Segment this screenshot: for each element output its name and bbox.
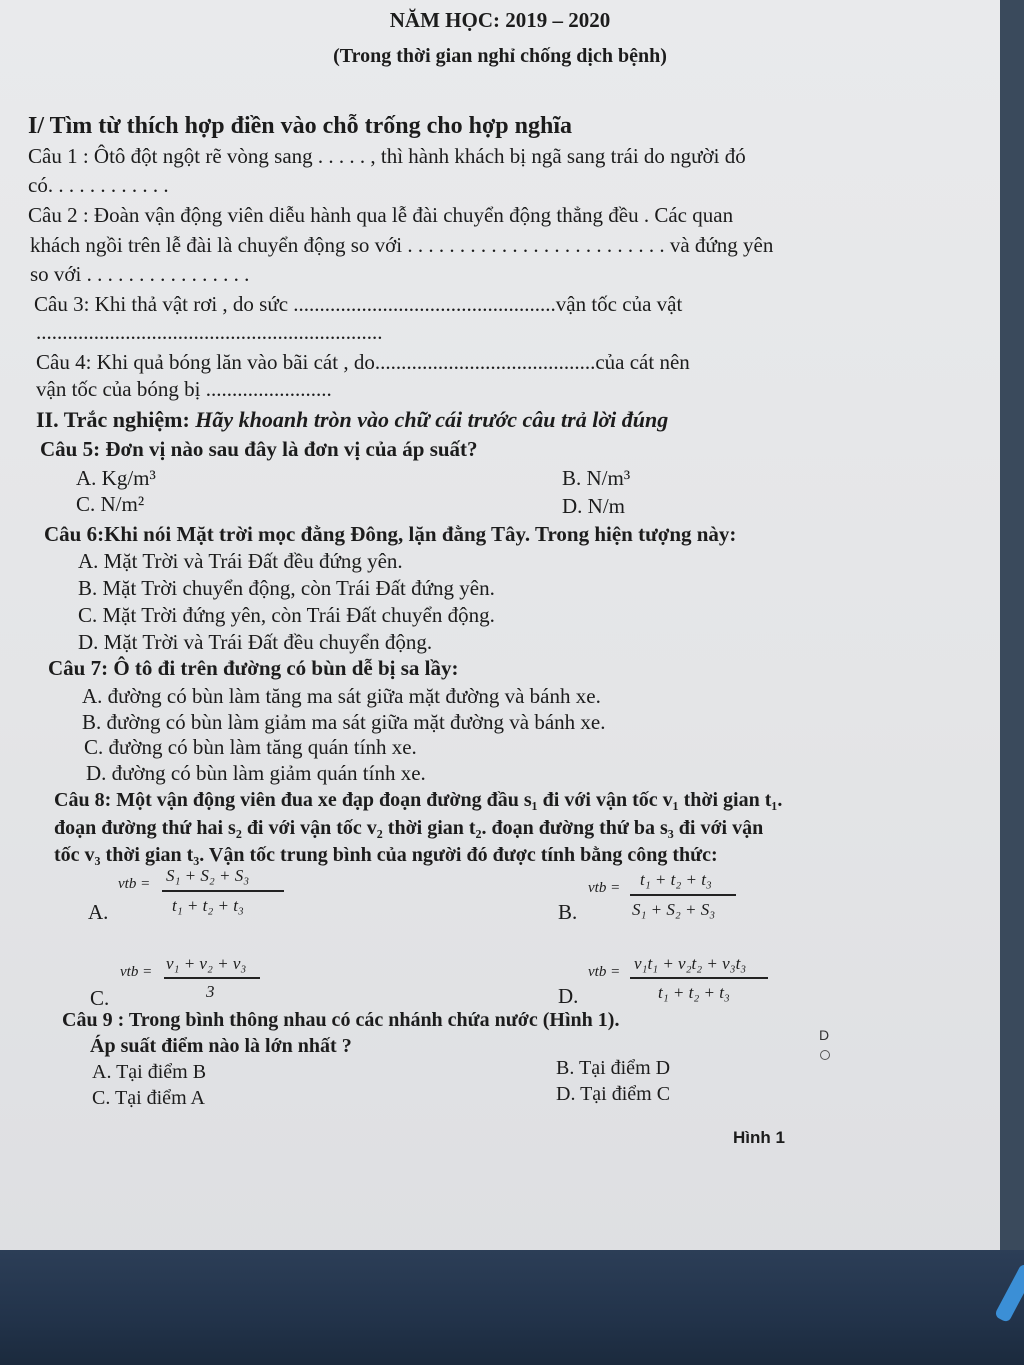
question-2-line-3: so với . . . . . . . . . . . . . . . .: [30, 262, 250, 286]
figure-caption: Hình 1: [733, 1128, 785, 1147]
formula-b-label: B.: [558, 900, 578, 924]
question-6: Câu 6:Khi nói Mặt trời mọc đằng Đông, lặn đằng Tây. Trong hiện tượng này:: [44, 522, 737, 546]
question-7-option-b: B. đường có bùn làm giảm ma sát giữa mặt đường và bánh xe.: [82, 710, 606, 734]
formula-b: [588, 870, 748, 930]
question-1-line-1: Câu 1 : Ôtô đột ngột rẽ vòng sang . . . . . , thì hành khách bị ngã sang trái do người đó: [28, 144, 746, 168]
question-7: Câu 7: Ô tô đi trên đường có bùn dễ bị sa lầy:: [48, 656, 459, 680]
question-9-line-2: Áp suất điểm nào là lớn nhất ?: [90, 1035, 352, 1057]
question-9-option-b: B. Tại điểm D: [556, 1057, 671, 1079]
question-7-option-c: C. đường có bùn làm tăng quán tính xe.: [84, 735, 417, 759]
question-9-option-c: C. Tại điểm A: [92, 1087, 205, 1109]
formula-b-numerator: t₁ + t₂ + t₃: [640, 870, 712, 889]
question-9-line-1: Câu 9 : Trong bình thông nhau có các nhánh chứa nước (Hình 1).: [62, 1009, 620, 1031]
question-6-option-c: C. Mặt Trời đứng yên, còn Trái Đất chuyển động.: [78, 603, 495, 627]
question-7-option-a: A. đường có bùn làm tăng ma sát giữa mặt đường và bánh xe.: [82, 684, 601, 708]
question-6-option-d: D. Mặt Trời và Trái Đất đều chuyển động.: [78, 630, 433, 654]
desk-surface: [0, 1250, 1024, 1365]
question-8-line-1: Câu 8: Một vận động viên đua xe đạp đoạn đường đầu s₁ đi với vận tốc v₁ thời gian t₁.: [54, 789, 783, 811]
formula-b-lhs: vtb =: [588, 880, 621, 896]
question-9-option-a: A. Tại điểm B: [92, 1061, 207, 1083]
question-5-option-c: C. N/m²: [76, 492, 145, 516]
formula-c-label: C.: [90, 986, 110, 1010]
section-2-title: [36, 408, 668, 432]
question-5-option-b: B. N/m³: [562, 466, 631, 490]
formula-a-fraction-bar: [162, 890, 284, 892]
question-6-option-b: B. Mặt Trời chuyển động, còn Trái Đất đứng yên.: [78, 576, 495, 600]
section-2-title-bold: II. Trắc nghiệm:: [36, 407, 190, 432]
formula-c-numerator: v₁ + v₂ + v₃: [166, 954, 247, 973]
question-7-option-d: D. đường có bùn làm giảm quán tính xe.: [86, 761, 426, 785]
formula-d-lhs: vtb =: [588, 964, 621, 980]
question-3-line-1: Câu 3: Khi thả vật rơi , do sức ..................................................vận tốc của vật: [34, 292, 683, 316]
formula-a: [118, 866, 278, 926]
formula-c-fraction-bar: [164, 977, 260, 979]
exam-subtitle: (Trong thời gian nghỉ chống dịch bệnh): [333, 45, 667, 67]
question-5-option-d: D. N/m: [562, 494, 625, 518]
formula-b-denominator: S₁ + S₂ + S₃: [632, 900, 716, 919]
question-2-line-2: khách ngồi trên lễ đài là chuyển động so với . . . . . . . . . . . . . . . . . . . . . . . . . và đứng yên: [30, 233, 774, 257]
formula-c-denominator: 3: [206, 982, 215, 1001]
formula-d-fraction-bar: [630, 977, 768, 979]
school-year-heading: NĂM HỌC: 2019 – 2020: [389, 8, 611, 32]
formula-a-numerator: S₁ + S₂ + S₃: [166, 866, 250, 885]
formula-a-denominator: t₁ + t₂ + t₃: [172, 896, 244, 915]
figure-point-d-label: D: [819, 1027, 830, 1043]
formula-c: [120, 954, 270, 1014]
section-1-title: I/ Tìm từ thích hợp điền vào chỗ trống cho hợp nghĩa: [28, 113, 572, 139]
formula-c-lhs: vtb =: [120, 964, 153, 980]
question-5: Câu 5: Đơn vị nào sau đây là đơn vị của áp suất?: [40, 437, 478, 461]
question-4-line-2: vận tốc của bóng bị ........................: [36, 377, 332, 401]
question-8-line-2: đoạn đường thứ hai s₂ đi với vận tốc v₂ thời gian t₂. đoạn đường thứ ba s₃ đi với vận: [54, 817, 764, 839]
question-1-line-2: có. . . . . . . . . . . .: [28, 173, 169, 197]
formula-a-lhs: vtb =: [118, 876, 151, 892]
formula-d-numerator: v₁t₁ + v₂t₂ + v₃t₃: [634, 954, 747, 973]
question-2-line-1: Câu 2 : Đoàn vận động viên diễu hành qua lễ đài chuyển động thẳng đều . Các quan: [28, 203, 734, 227]
question-9-option-d: D. Tại điểm C: [556, 1083, 671, 1105]
question-8-line-3: tốc v₃ thời gian t₃. Vận tốc trung bình của người đó được tính bằng công thức:: [54, 844, 718, 866]
formula-d-label: D.: [558, 984, 579, 1008]
formula-b-fraction-bar: [630, 894, 736, 896]
question-5-option-a: A. Kg/m³: [76, 466, 156, 490]
formula-d: [588, 954, 778, 1014]
section-2-instruction: Hãy khoanh tròn vào chữ cái trước câu trả lời đúng: [195, 407, 669, 432]
formula-a-label: A.: [88, 900, 109, 924]
question-4-line-1: Câu 4: Khi quả bóng lăn vào bãi cát , do..........................................của cát nên: [36, 350, 690, 374]
figure-point-d-marker: [820, 1050, 830, 1060]
question-6-option-a: A. Mặt Trời và Trái Đất đều đứng yên.: [78, 549, 403, 573]
formula-d-denominator: t₁ + t₂ + t₃: [658, 983, 730, 1002]
question-3-line-2: ..................................................................: [36, 320, 383, 344]
